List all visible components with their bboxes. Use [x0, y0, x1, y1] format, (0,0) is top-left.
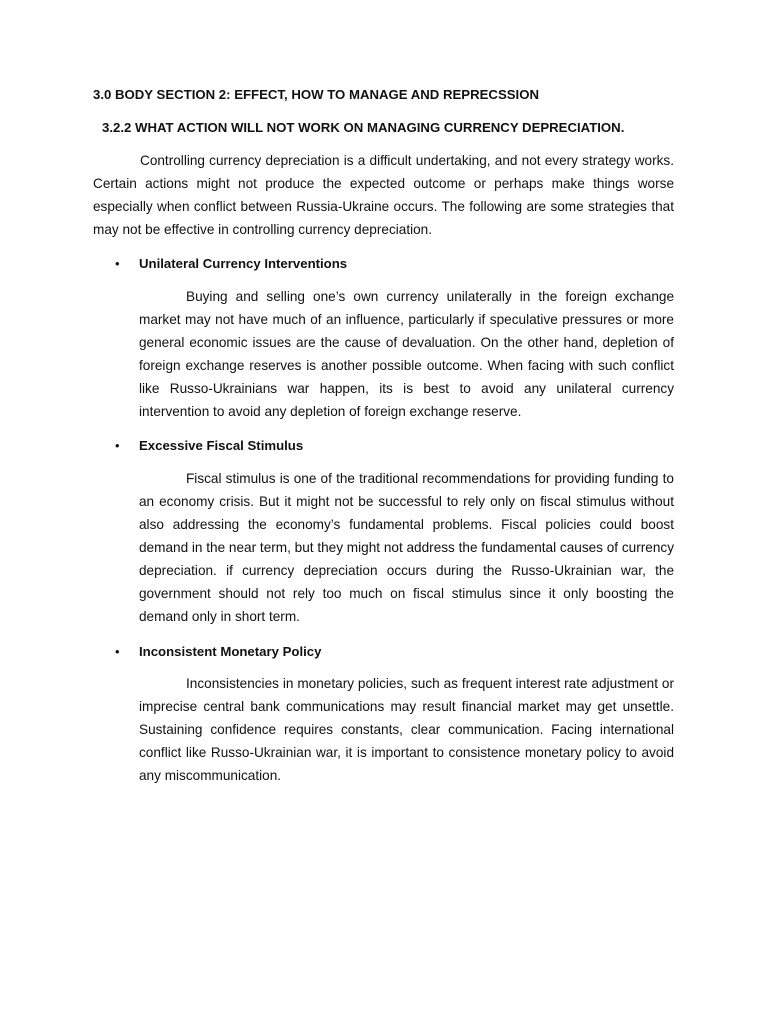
- section-heading: 3.0 BODY SECTION 2: EFFECT, HOW TO MANAGE AND REPRECSSION: [93, 87, 539, 102]
- intro-paragraph: Controlling currency depreciation is a difficult undertaking, and not every strategy works. Certain actions might not produce the expected outcome or perhaps make things worse especially when conflict between Russia-Ukraine occurs. The following are some strategies that may not be effective in controlling currency depreciation.: [93, 153, 674, 237]
- bullet-icon: •: [115, 644, 120, 659]
- bullet-paragraph-inconsistent-monetary-policy: Inconsistencies in monetary policies, such as frequent interest rate adjustment or imprecise central bank communications may result financial market may get unsettle. Sustaining confidence requires constants, clear communication. Facing international conflict like Russo-Ukrainian war, it is important to consistence monetary policy to avoid any miscommunication.: [139, 676, 674, 783]
- bullet-title-unilateral-interventions: Unilateral Currency Interventions: [139, 256, 348, 271]
- bullet-icon: •: [115, 438, 120, 453]
- bullet-paragraph-unilateral-interventions: Buying and selling one’s own currency unilaterally in the foreign exchange market may not have much of an influence, particularly if speculative pressures or more general economic issues are the cause of devaluation. On the other hand, depletion of foreign exchange reserves is another possible outcome. When facing with such conflict like Russo-Ukrainians war happen, its is best to avoid any unilateral currency intervention to avoid any depletion of foreign exchange reserve.: [139, 289, 674, 419]
- bullet-title-excessive-fiscal-stimulus: Excessive Fiscal Stimulus: [139, 438, 304, 453]
- bullet-title-inconsistent-monetary-policy: Inconsistent Monetary Policy: [139, 644, 322, 659]
- bullet-icon: •: [115, 256, 120, 271]
- bullet-paragraph-excessive-fiscal-stimulus: Fiscal stimulus is one of the traditional recommendations for providing funding to an economy crisis. But it might not be successful to rely only on fiscal stimulus without also addressing the economy’s fundamental problems. Fiscal policies could boost demand in the near term, but they might not address the fundamental causes of currency depreciation. if currency depreciation occurs during the Russo-Ukrainian war, the government should not rely too much on fiscal stimulus since it only boosting the demand only in short term.: [139, 471, 674, 624]
- subsection-heading: 3.2.2 WHAT ACTION WILL NOT WORK ON MANAGING CURRENCY DEPRECIATION.: [102, 120, 625, 135]
